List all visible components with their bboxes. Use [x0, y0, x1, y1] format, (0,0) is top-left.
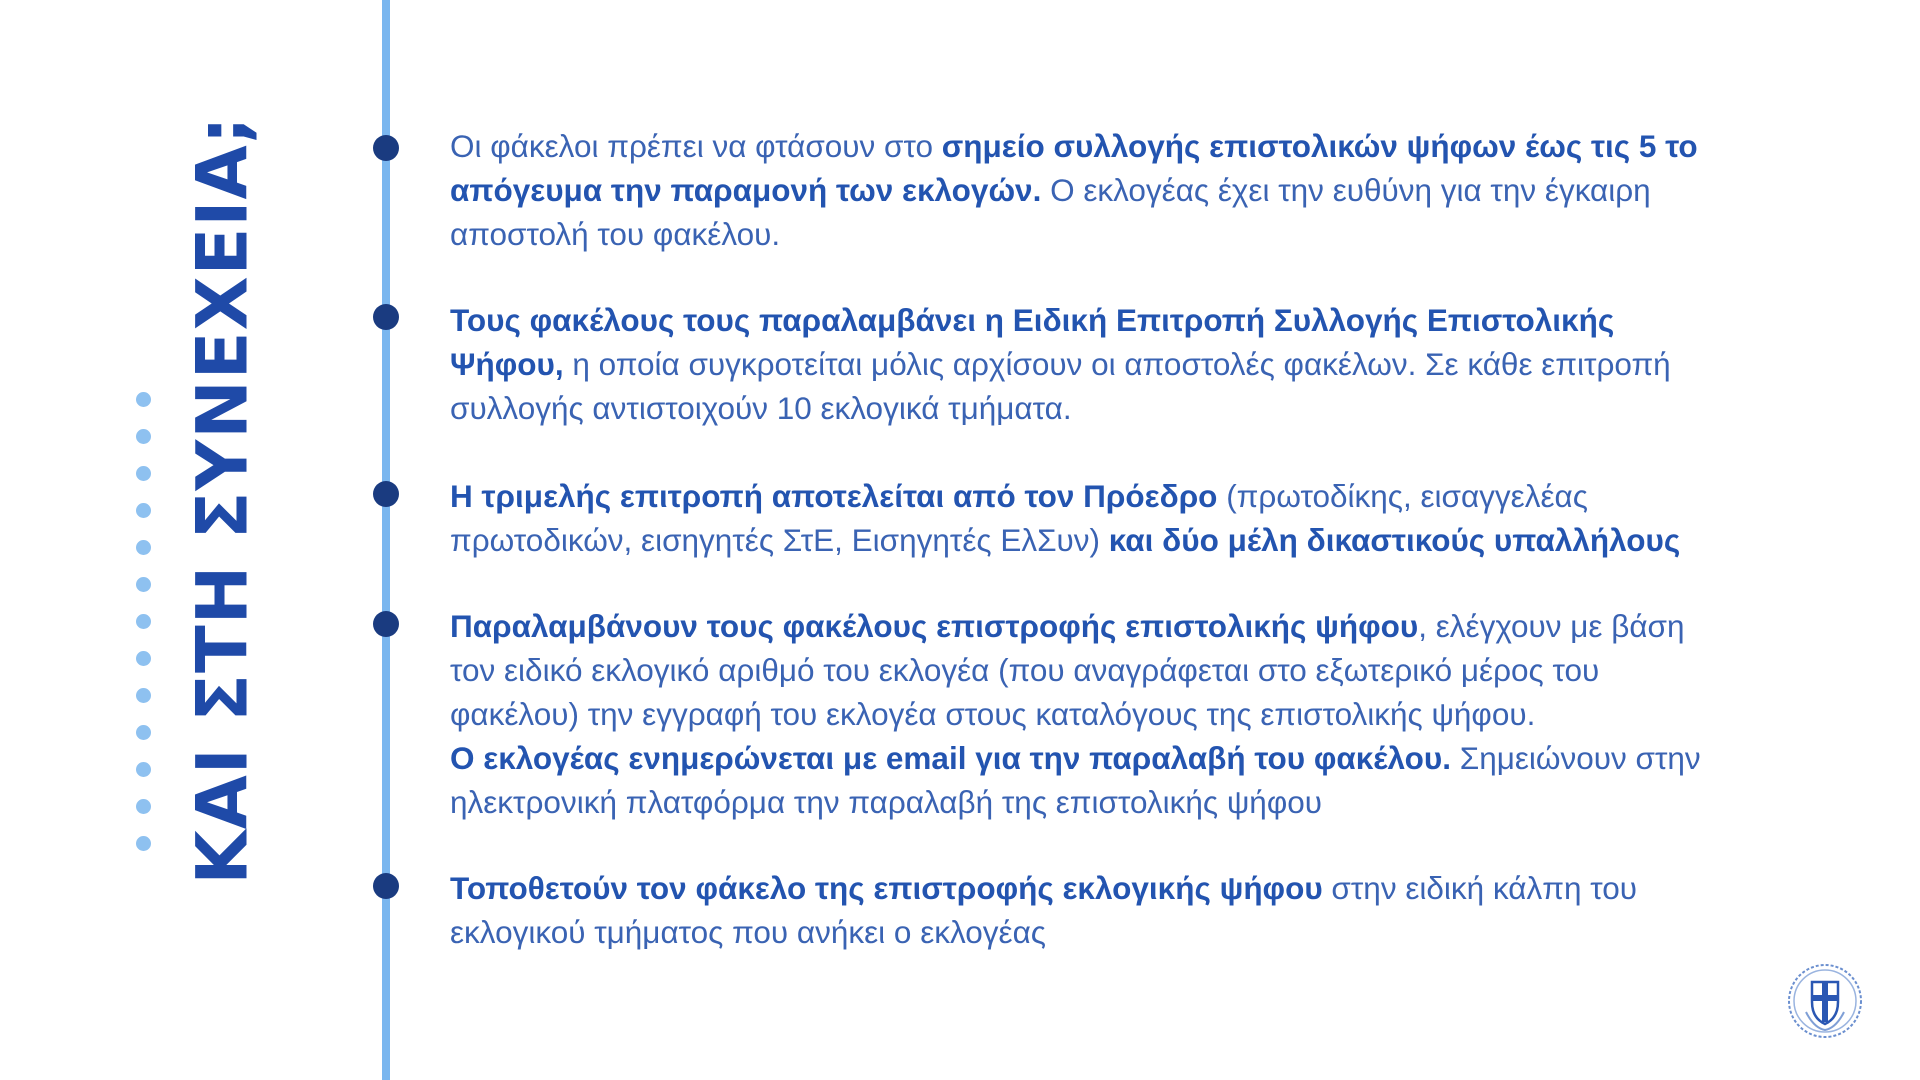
body-text: αποστολή του φακέλου. — [450, 216, 781, 252]
body-text: συλλογής αντιστοιχούν 10 εκλογικά τμήματα. — [450, 390, 1072, 426]
text-line — [450, 866, 1860, 910]
body-text: Οι φάκελοι πρέπει να φτάσουν στο — [450, 128, 942, 164]
body-text: πρωτοδικών, εισηγητές ΣτΕ, Εισηγητές ΕλΣυν) — [450, 522, 1109, 558]
title-container — [182, 115, 265, 885]
body-text: στην ειδική κάλπη του — [1322, 870, 1637, 906]
text-line — [450, 168, 1860, 212]
dot-icon — [136, 762, 151, 777]
timeline-bullet — [373, 873, 399, 899]
dot-icon — [136, 503, 151, 518]
bold-text: σημείο συλλογής επιστολικών ψήφων έως τις 5 το — [941, 128, 1698, 164]
dot-icon — [136, 429, 151, 444]
body-text: η οποία συγκροτείται μόλις αρχίσουν οι αποστολές φακέλων. Σε κάθε επιτροπή — [563, 346, 1671, 382]
dot-icon — [136, 392, 151, 407]
bold-text: απόγευμα την παραμονή των εκλογών. — [450, 172, 1042, 208]
text-line — [450, 604, 1860, 648]
body-text: , ελέγχουν με βάση — [1418, 608, 1685, 644]
body-text: ηλεκτρονική πλατφόρμα την παραλαβή της επιστολικής ψήφου — [450, 784, 1322, 820]
text-line — [450, 910, 1860, 954]
bold-text: Ο εκλογέας ενημερώνεται με email για την παραλαβή του φακέλου. — [450, 740, 1451, 776]
dot-icon — [136, 688, 151, 703]
text-line — [450, 124, 1860, 168]
bold-text: Παραλαμβάνουν τους φακέλους επιστροφής επιστολικής ψήφου — [450, 608, 1419, 644]
text-line — [450, 780, 1860, 824]
text-line — [450, 518, 1860, 562]
timeline-bullet — [373, 481, 399, 507]
text-line — [450, 386, 1860, 430]
timeline-bullet — [373, 611, 399, 637]
dot-icon — [136, 799, 151, 814]
slide-title: ΚΑΙ ΣΤΗ ΣΥΝΕΧΕΙΑ; — [182, 115, 265, 885]
text-line — [450, 648, 1860, 692]
timeline-item — [450, 124, 1860, 256]
dot-icon — [136, 651, 151, 666]
timeline-item — [450, 474, 1860, 562]
dot-icon — [136, 466, 151, 481]
bold-text: και δύο μέλη δικαστικούς υπαλλήλους — [1108, 522, 1681, 558]
timeline-item — [450, 298, 1860, 430]
dot-icon — [136, 577, 151, 592]
bold-text: Η τριμελής επιτροπή αποτελείται από τον Πρόεδρο — [450, 478, 1218, 514]
timeline-line — [382, 0, 390, 1080]
body-text: εκλογικού τμήματος που ανήκει ο εκλογέας — [450, 914, 1046, 950]
bold-text: Τους φακέλους τους παραλαμβάνει η Ειδική Επιτροπή Συλλογής Επιστολικής — [450, 302, 1615, 338]
body-text: Σημειώνουν στην — [1450, 740, 1701, 776]
body-text: φακέλου) την εγγραφή του εκλογέα στους καταλόγους της επιστολικής ψήφου. — [450, 696, 1536, 732]
text-line — [450, 298, 1860, 342]
text-line — [450, 692, 1860, 736]
dot-icon — [136, 614, 151, 629]
bold-text: Τοποθετούν τον φάκελο της επιστροφής εκλογικής ψήφου — [450, 870, 1323, 906]
dot-icon — [136, 836, 151, 851]
timeline-item — [450, 866, 1860, 954]
text-line — [450, 342, 1860, 386]
timeline-bullet — [373, 304, 399, 330]
text-line — [450, 736, 1860, 780]
dot-icon — [136, 540, 151, 555]
body-text: τον ειδικό εκλογικό αριθμό του εκλογέα (που αναγράφεται στο εξωτερικό μέρος του — [450, 652, 1600, 688]
text-line — [450, 474, 1860, 518]
timeline-bullet — [373, 135, 399, 161]
body-text: Ο εκλογέας έχει την ευθύνη για την έγκαιρη — [1041, 172, 1651, 208]
decorative-dots — [136, 392, 152, 852]
bold-text: Ψήφου, — [450, 346, 564, 382]
greek-state-emblem-icon — [1786, 962, 1864, 1040]
timeline-item — [450, 604, 1860, 824]
text-line — [450, 212, 1860, 256]
body-text: (πρωτοδίκης, εισαγγελέας — [1217, 478, 1588, 514]
dot-icon — [136, 725, 151, 740]
